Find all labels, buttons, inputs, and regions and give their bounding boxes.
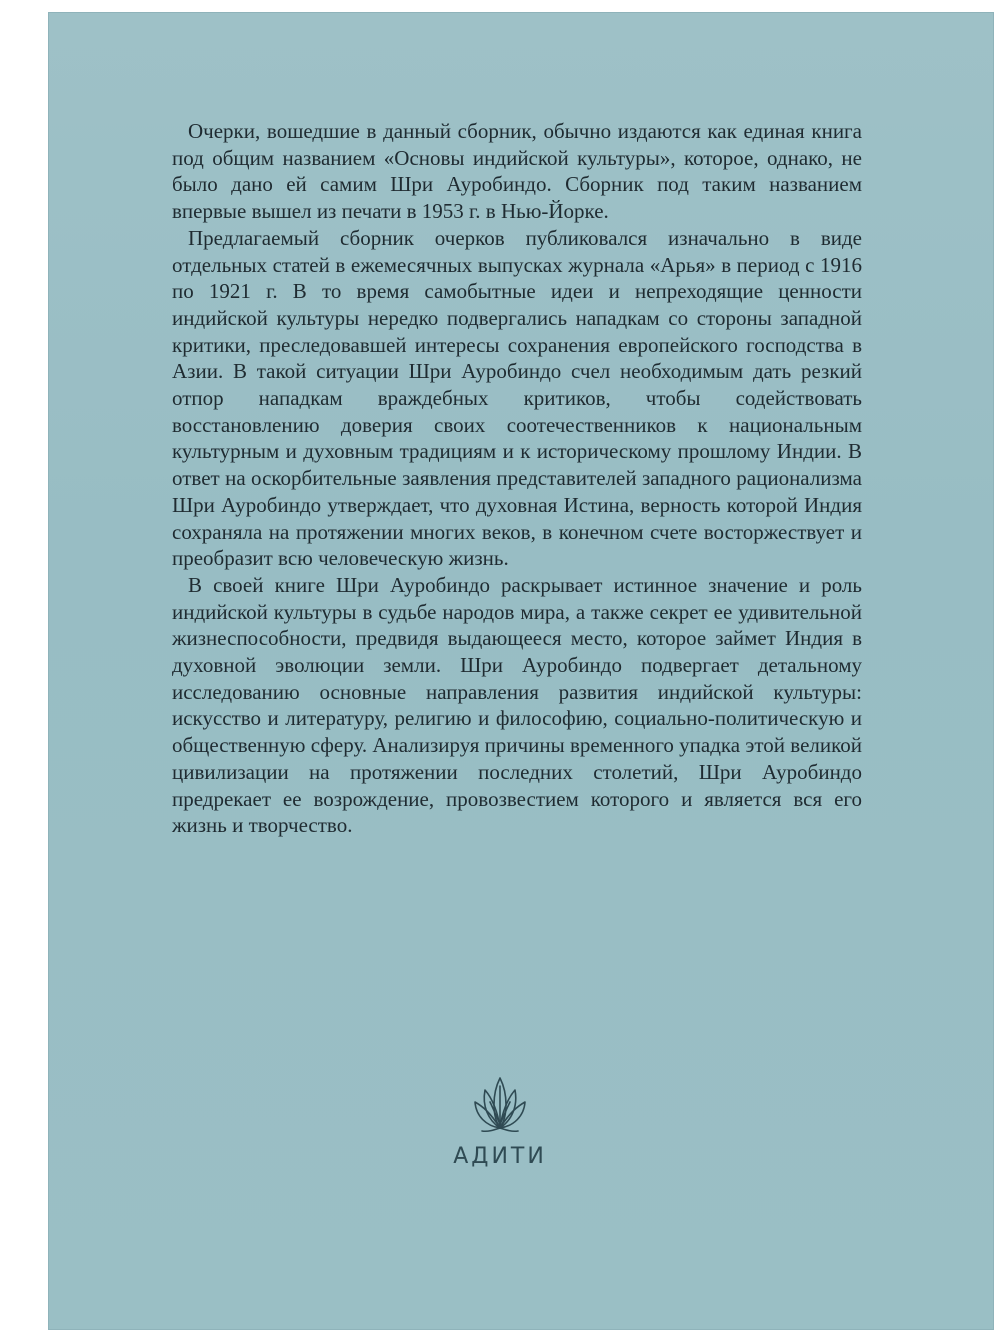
paragraph-2: Предлагаемый сборник очерков публиковался изначально в виде отдельных статей в ежемесячных выпусках журнала «Арья» в период с 1916 по 1921 г. В то время самобытные идеи и непреходящие ценности индийской культуры нередко подвергались нападкам со стороны западной критики, преследовавшей интересы сохранения европейского господства в Азии. В такой ситуации Шри Ауробиндо счел необходимым дать резкий отпор нападкам враждебных критиков, чтобы содействовать восстановлению доверия своих соотечественников к национальным культурным и духовным традициям и к историческому прошлому Индии. В ответ на оскорбительные заявления представителей западного рационализма Шри Ауробиндо утверждает, что духовная Истина, верность которой Индия сохраняла на протяжении многих веков, в конечном счете восторжествует и преобразит всю человеческую жизнь. — [172, 225, 862, 571]
paragraph-1: Очерки, вошедшие в данный сборник, обычно издаются как единая книга под общим названием «Основы индийской культуры», которое, однако, не было дано ей самим Шри Ауробиндо. Сборник под таким названием впервые вышел из печати в 1953 г. в Нью-Йорке. — [172, 119, 862, 224]
lotus-icon — [470, 1072, 530, 1134]
annotation-text — [172, 118, 862, 839]
publisher-logo — [0, 1072, 1000, 1169]
publisher-name: АДИТИ — [453, 1144, 547, 1169]
paragraph-3: В своей книге Шри Ауробиндо раскрывает истинное значение и роль индийской культуры в судьбе народов мира, а также секрет ее удивительной жизнеспособности, предвидя выдающееся место, которое займет Индия в духовной эволюции земли. Шри Ауробиндо подвергает детальному исследованию основные направления развития индийской культуры: искусство и литературу, религию и философию, социально-политическую и общественную сферу. Анализируя причины временного упадка этой великой цивилизации на протяжении последних столетий, Шри Ауробиндо предрекает ее возрождение, провозвестием которого и является вся его жизнь и творчество. — [172, 572, 862, 838]
